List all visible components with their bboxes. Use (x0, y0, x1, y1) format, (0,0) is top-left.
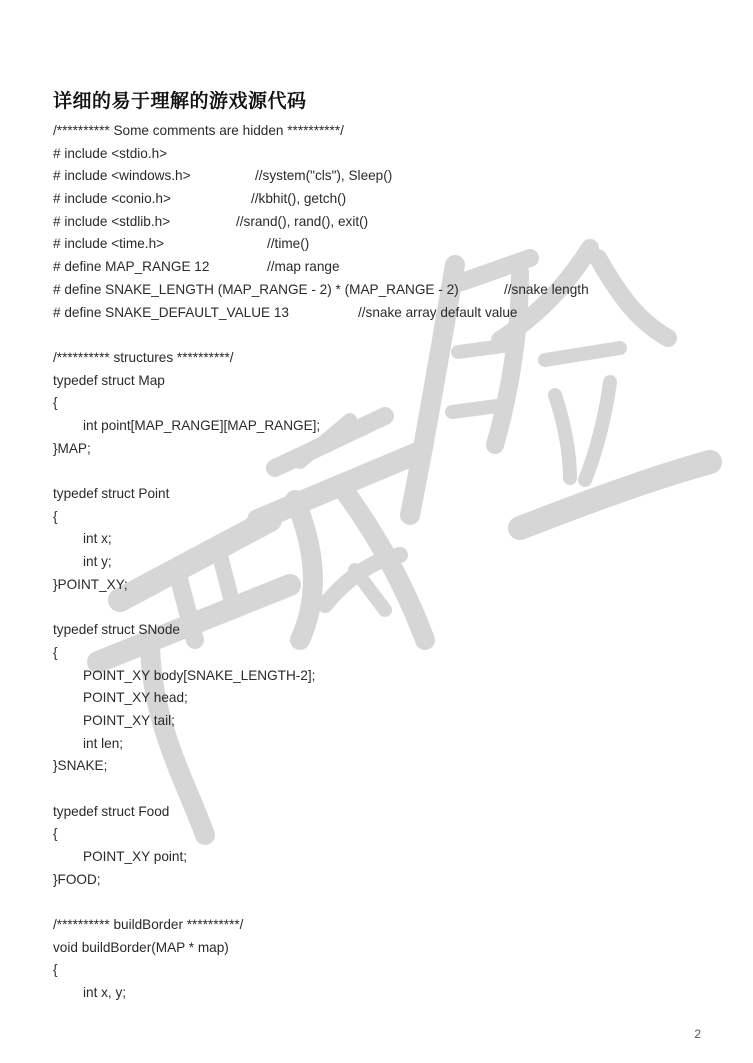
code-text: # include <conio.h> (53, 191, 171, 207)
code-text: typedef struct Map (53, 372, 165, 388)
code-line (53, 392, 733, 415)
code-line (53, 665, 733, 688)
code-text: # define MAP_RANGE 12 (53, 259, 210, 275)
code-text: # include <stdio.h> (53, 145, 168, 161)
code-text: /********** structures **********/ (53, 349, 234, 365)
code-text: void buildBorder(MAP * map) (53, 939, 229, 955)
code-line (53, 279, 733, 302)
code-text: }SNAKE; (53, 758, 108, 774)
code-line (53, 324, 733, 347)
code-text: int y; (83, 554, 112, 570)
code-text: typedef struct SNode (53, 622, 180, 638)
code-line (53, 256, 733, 279)
code-text: int point[MAP_RANGE][MAP_RANGE]; (83, 417, 321, 433)
code-text: POINT_XY body[SNAKE_LENGTH-2]; (83, 667, 316, 683)
code-line (53, 438, 733, 461)
code-text: # include <windows.h> (53, 168, 191, 184)
code-line (53, 370, 733, 393)
code-line (53, 143, 733, 166)
code-line (53, 914, 733, 937)
code-text: # define SNAKE_LENGTH (MAP_RANGE - 2) * (MAP_RANGE - 2) (53, 281, 459, 297)
code-text: POINT_XY point; (83, 849, 188, 864)
code-line (53, 551, 733, 574)
code-text: { (53, 826, 58, 842)
code-text: { (53, 962, 58, 978)
code-block (53, 120, 733, 1005)
code-text: }FOOD; (53, 871, 101, 887)
code-text: int x, y; (83, 985, 127, 1001)
code-text: typedef struct Food (53, 803, 170, 819)
code-text: /********** Some comments are hidden **********/ (53, 123, 344, 138)
document-title: 详细的易于理解的游戏源代码 (53, 90, 307, 112)
code-comment: //system("cls"), Sleep() (255, 168, 393, 184)
code-line (53, 755, 733, 778)
code-line (53, 982, 733, 1005)
code-line (53, 460, 733, 483)
code-text: # define SNAKE_DEFAULT_VALUE 13 (53, 304, 289, 320)
code-text: { (53, 395, 58, 411)
code-line (53, 778, 733, 801)
code-line (53, 846, 733, 869)
code-comment: //time() (267, 236, 310, 252)
code-comment: //kbhit(), getch() (251, 191, 347, 207)
code-text: }POINT_XY; (53, 576, 128, 592)
code-line (53, 506, 733, 529)
code-line (53, 642, 733, 665)
code-line (53, 233, 733, 256)
code-line (53, 188, 733, 211)
code-line (53, 710, 733, 733)
code-line (53, 528, 733, 551)
code-line (53, 619, 733, 642)
code-text: int x; (83, 531, 112, 547)
code-line (53, 483, 733, 506)
code-comment: //map range (267, 259, 340, 275)
page-number: 2 (694, 1027, 701, 1041)
code-line (53, 891, 733, 914)
code-line (53, 347, 733, 370)
code-line (53, 415, 733, 438)
code-line (53, 596, 733, 619)
code-line (53, 959, 733, 982)
code-comment: //snake length (504, 281, 589, 297)
code-text: POINT_XY tail; (83, 712, 175, 728)
code-text: POINT_XY head; (83, 690, 188, 706)
code-line (53, 733, 733, 756)
code-text: { (53, 644, 58, 660)
code-line (53, 869, 733, 892)
code-comment: //srand(), rand(), exit() (236, 213, 369, 229)
code-text: }MAP; (53, 440, 91, 456)
code-line (53, 574, 733, 597)
code-line (53, 937, 733, 960)
code-line (53, 165, 733, 188)
code-line (53, 302, 733, 325)
code-text: int len; (83, 735, 124, 751)
code-comment: //snake array default value (358, 304, 518, 320)
code-text: { (53, 508, 58, 524)
code-text: typedef struct Point (53, 486, 170, 501)
code-line (53, 120, 733, 143)
code-text: # include <stdlib.h> (53, 213, 171, 229)
code-line (53, 801, 733, 824)
code-line (53, 211, 733, 234)
code-text: /********** buildBorder **********/ (53, 917, 244, 933)
code-text: # include <time.h> (53, 236, 165, 252)
code-line (53, 823, 733, 846)
code-line (53, 687, 733, 710)
